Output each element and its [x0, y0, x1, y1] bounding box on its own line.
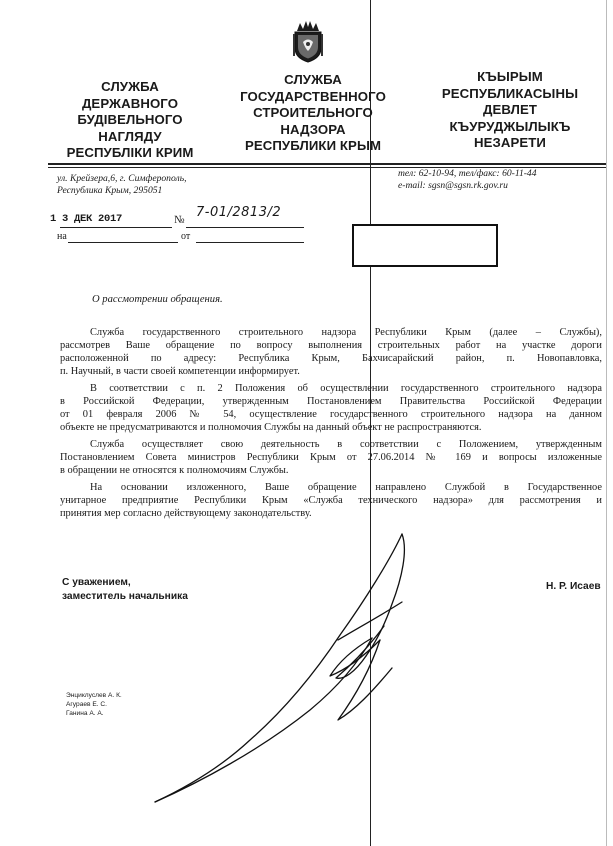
header-right-line: ДЕВЛЕТ	[482, 102, 538, 117]
paragraph-line: унитарное предприятие Республики Крым «Служба технического надзора» для рассмотрения и	[60, 495, 602, 507]
header-right-line: КЪЫРЫМ	[477, 69, 543, 84]
subject-line: О рассмотрении обращения.	[92, 294, 223, 305]
na-underline	[68, 242, 178, 243]
paragraph-line: от 01 февраля 2006 № 54, осуществление государственного строительного надзора на данном	[60, 409, 602, 421]
header-center-block	[222, 72, 404, 155]
header-center-line: НАДЗОРА	[280, 121, 346, 137]
executor-line: Энциклуслев А. К.	[66, 692, 122, 699]
registration-number-handwritten: 7-01/2813/2	[196, 205, 282, 220]
paragraph-line: Постановлением Совета министров Республики Крым от 27.06.2014 № 169 и вопросы изложенные	[60, 452, 602, 464]
header-center-line: РЕСПУБЛИКИ КРЫМ	[244, 138, 382, 153]
header-left-line: СЛУЖБА	[101, 79, 159, 94]
header-center-line: ГОСУДАРСТВЕННОГО	[240, 88, 386, 104]
na-label: на	[57, 231, 67, 242]
number-underline	[186, 227, 304, 228]
header-right-line: КЪУРУДЖЫЛЫКЪ	[449, 118, 571, 134]
paragraph-line: Служба государственного строительного надзора Республики Крым (далее – Службы),	[90, 327, 602, 338]
header-center-line: СТРОИТЕЛЬНОГО	[253, 105, 373, 120]
scan-edge-line	[606, 0, 607, 846]
header-left-line: ДЕРЖАВНОГО	[81, 95, 179, 111]
address-line: ул. Крейзера,6, г. Симферополь,	[57, 173, 187, 184]
executor-line: Ганина А. А.	[66, 710, 104, 717]
body-paragraph	[60, 326, 602, 378]
handwritten-signature-icon	[140, 520, 440, 810]
paragraph-line: рассмотрев Ваше обращение по вопросу выполнения строительных работ на участке дороги	[60, 340, 602, 352]
header-left-line: БУДІВЕЛЬНОГО	[77, 112, 183, 127]
date-underline	[60, 227, 172, 228]
closing-line: С уважением,	[62, 577, 131, 588]
address-line: Республика Крым, 295051	[57, 185, 163, 196]
header-right-block	[420, 69, 600, 152]
paragraph-line: На основании изложенного, Ваше обращение направлено Службой в Государственное	[90, 482, 602, 493]
header-right-line: РЕСПУБЛИКАСЫНЫ	[441, 85, 579, 101]
paragraph-line: В соответствии с п. 2 Положения об осуществлении государственного строительного надзора	[90, 383, 602, 394]
paragraph-line: объекте не предусматриваются и полномочия Службы на данный объект не распространяются.	[60, 422, 482, 434]
number-sign: №	[174, 214, 185, 226]
body-paragraph	[60, 481, 602, 520]
header-right-line: НЕЗАРЕТИ	[473, 135, 547, 150]
paragraph-line: в обращении не относятся к полномочиям Службы.	[60, 465, 289, 477]
emblem-icon	[291, 20, 325, 64]
header-center-line: СЛУЖБА	[284, 72, 342, 87]
addressee-redaction-box	[352, 224, 498, 267]
phone-line: тел: 62-10-94, тел/факс: 60-11-44	[398, 168, 537, 179]
body-paragraph	[60, 438, 602, 477]
ot-label: от	[181, 231, 191, 242]
executor-line: Агураев Е. С.	[66, 701, 108, 708]
header-left-block	[50, 79, 210, 162]
ot-underline	[196, 242, 304, 243]
signer-name: Н. Р. Исаев	[546, 581, 601, 592]
email-line: e-mail: sgsn@sgsn.rk.gov.ru	[398, 180, 508, 191]
body-paragraph	[60, 382, 602, 434]
signer-position: заместитель начальника	[62, 591, 188, 602]
paragraph-line: п. Научный, в части своей компетенции информирует.	[60, 366, 300, 378]
paragraph-line: расположенной по адресу: Республика Крым, Бахчисарайский район, п. Новопавловка,	[60, 353, 602, 365]
header-separator-rule	[48, 163, 606, 165]
paragraph-line: принятия мер согласно действующему законодательству.	[60, 508, 312, 520]
date-stamp: 1 3 ДЕК 2017	[50, 213, 123, 225]
header-left-line: НАГЛЯДУ	[98, 128, 162, 144]
paragraph-line: Служба осуществляет свою деятельность в соответствии с Положением, утвержденным	[90, 439, 602, 450]
paragraph-line: в Российской Федерации, утвержденным Постановлением Правительства Российской Федерации	[60, 396, 602, 408]
header-left-line: РЕСПУБЛІКИ КРИМ	[66, 145, 194, 160]
